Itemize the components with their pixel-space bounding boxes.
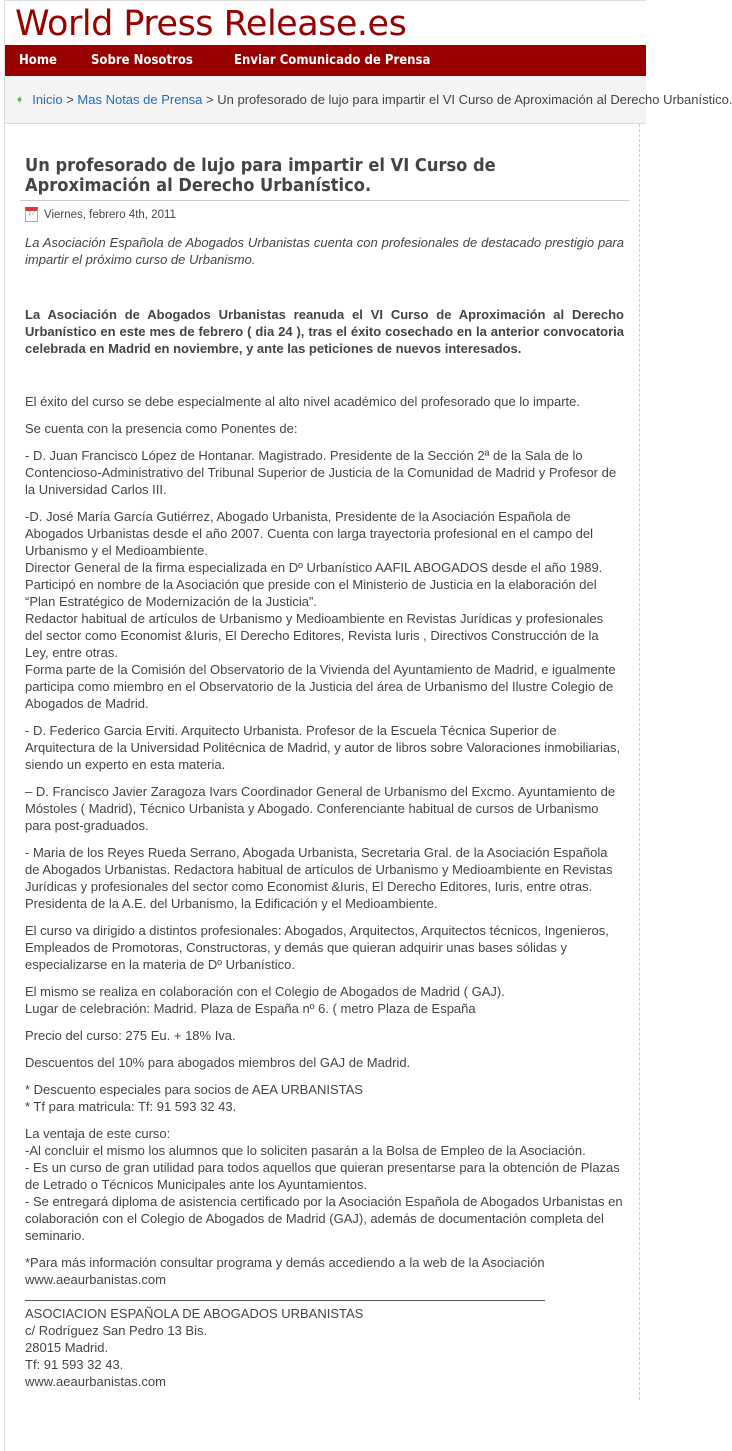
- paragraph: - D. Juan Francisco López de Hontanar. Magistrado. Presidente de la Sección 2ª de la Sala de lo Contencioso-Administrativo del Tribunal Superior de Justicia de la Comunidad de Madrid y Profesor de la Universidad Carlos III.: [25, 448, 617, 497]
- divider: [20, 200, 629, 201]
- breadcrumb: ➧ Inicio > Mas Notas de Prensa > Un profesorado de lujo para impartir el VI Curso de Aproximación al Derecho Urbanístico.: [5, 76, 646, 124]
- main-nav: [5, 45, 646, 76]
- paragraph: - Maria de los Reyes Rueda Serrano, Abogada Urbanista, Secretaria Gral. de la Asociación Española de Abogados Urbanistas. Redactora habitual de artículos de Urbanismo y Medioambiente en Revistas Jurídicas y profesionales del sector como Economist &Iuris, El Derecho Editores, Iuris, entre otras. Presidenta de la A.E. del Urbanismo, la Edificación y el Medioambiente.: [25, 845, 613, 911]
- article-intro: La Asociación de Abogados Urbanistas reanuda el VI Curso de Aproximación al Derecho Urbanístico en este mes de febrero ( dia 24 ), tras el éxito cosechado en la anterior convocatoria celebrada en Madrid en noviembre, y ante las peticiones de nuevos interesados.: [25, 307, 624, 356]
- breadcrumb-home[interactable]: Inicio: [32, 92, 63, 107]
- paragraph: Precio del curso: 275 Eu. + 18% Iva.: [25, 1028, 236, 1043]
- article-date: [25, 207, 624, 222]
- contact-footer: ASOCIACION ESPAÑOLA DE ABOGADOS URBANISTAS c/ Rodríguez San Pedro 13 Bis. 28015 Madrid. Tf: 91 593 32 43. www.aeaurbanistas.com: [25, 1300, 545, 1390]
- paragraph: * Descuento especiales para socios de AEA URBANISTAS * Tf para matricula: Tf: 91 593 32 43.: [25, 1082, 363, 1114]
- paragraph: *Para más información consultar programa y demás accediendo a la web de la Asociación www.aeaurbanistas.com: [25, 1255, 545, 1287]
- page: [4, 0, 732, 1451]
- article: [5, 124, 640, 1400]
- site-logo[interactable]: World Press Release.es: [15, 4, 407, 44]
- article-body: [25, 393, 624, 1288]
- paragraph: Descuentos del 10% para abogados miembros del GAJ de Madrid.: [25, 1055, 411, 1070]
- breadcrumb-current: Un profesorado de lujo para impartir el VI Curso de Aproximación al Derecho Urbanístico.: [217, 92, 732, 107]
- paragraph: La ventaja de este curso: -Al concluir el mismo los alumnos que lo soliciten pasarán a la Bolsa de Empleo de la Asociación. - Es un curso de gran utilidad para todos aquellos que quieran presentarse para la obtención de Plazas de Letrado o Técnicos Municipales ante los Ayuntamientos. - Se entregará diploma de asistencia certificado por la Asociación Española de Abogados Urbanistas en colaboración con el Colegio de Abogados de Madrid (GAJ), además de documentación completa del seminario.: [25, 1126, 623, 1243]
- nav-home[interactable]: Home: [19, 53, 57, 68]
- paragraph: El curso va dirigido a distintos profesionales: Abogados, Arquitectos, Arquitectos técnicos, Ingenieros, Empleados de Promotoras, Constructoras, y demás que quieran adquirir unas bases sólidas y especializarse en la materia de Dº Urbanístico.: [25, 923, 609, 972]
- paragraph: El mismo se realiza en colaboración con el Colegio de Abogados de Madrid ( GAJ). Lugar de celebración: Madrid. Plaza de España nº 6. ( metro Plaza de España: [25, 984, 505, 1016]
- paragraph: -D. José María García Gutiérrez, Abogado Urbanista, Presidente de la Asociación Española de Abogados Urbanistas desde el año 2007. Cuenta con larga trayectoria profesional en el campo del Urbanismo y el Medioambiente. Director General de la firma especializada en Dº Urbanístico AAFIL ABOGADOS desde el año 1989. Participó en nombre de la Asociación que preside con el Ministerio de Justicia en la elaboración del “Plan Estratégico de Modernización de la Justicia”. Redactor habitual de artículos de Urbanismo y Medioambiente en Revistas Jurídicas y profesionales del sector como Economist &Iuris, El Derecho Editores, Revista Iuris , Directivos Construcción de la Ley, entre otras. Forma parte de la Comisión del Observatorio de la Vivienda del Ayuntamiento de Madrid, e igualmente participa como miembro en el Observatorio de la Justicia del área de Urbanismo del Ilustre Colegio de Abogados de Madrid.: [25, 509, 616, 711]
- paragraph: El éxito del curso se debe especialmente al alto nivel académico del profesorado que lo imparte.: [25, 394, 580, 409]
- paragraph: – D. Francisco Javier Zaragoza Ivars Coordinador General de Urbanismo del Excmo. Ayuntamiento de Móstoles ( Madrid), Técnico Urbanista y Abogado. Conferenciante habitual de cursos de Urbanismo para post-graduados.: [25, 784, 616, 833]
- calendar-icon: 17: [25, 207, 38, 222]
- nav-enviar-comunicado[interactable]: Enviar Comunicado de Prensa: [234, 53, 431, 68]
- date-text: Viernes, febrero 4th, 2011: [44, 208, 176, 221]
- breadcrumb-section[interactable]: Mas Notas de Prensa: [77, 92, 203, 107]
- nav-sobre-nosotros[interactable]: Sobre Nosotros: [91, 53, 194, 68]
- paragraph: - D. Federico Garcia Erviti. Arquitecto Urbanista. Profesor de la Escuela Técnica Superior de Arquitectura de la Universidad Politécnica de Madrid, y autor de libros sobre Valoraciones inmobiliarias, siendo un experto en esta materia.: [25, 723, 621, 772]
- paragraph: Se cuenta con la presencia como Ponentes de:: [25, 421, 298, 436]
- arrow-right-icon: ➧: [15, 94, 25, 106]
- article-lead: La Asociación Española de Abogados Urbanistas cuenta con profesionales de destacado prestigio para impartir el próximo curso de Urbanismo.: [25, 235, 624, 267]
- article-title: Un profesorado de lujo para impartir el VI Curso de Aproximación al Derecho Urbanístico.: [25, 156, 496, 196]
